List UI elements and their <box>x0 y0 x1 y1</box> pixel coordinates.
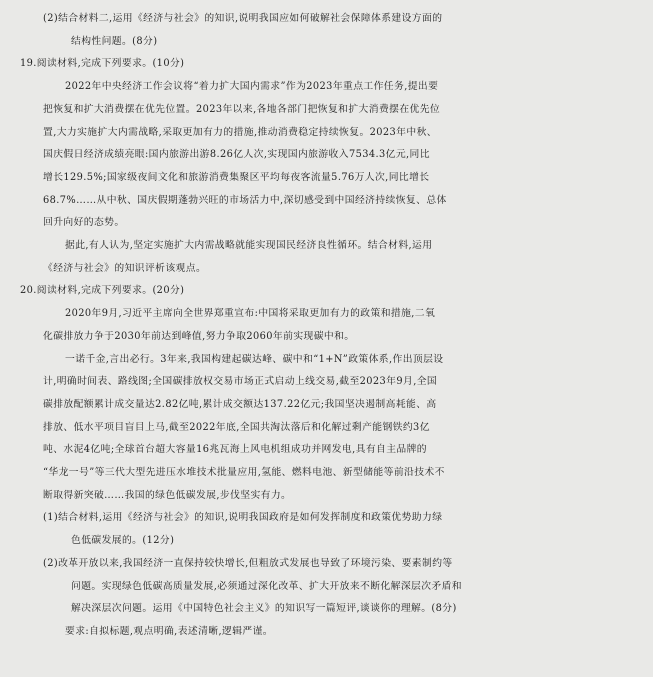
text-line: 吨、水泥4亿吨;全球首台超大容量16兆瓦海上风电机组成功并网发电,具有自主品牌的 <box>43 444 428 456</box>
text-line: 增长129.5%;国家级夜间文化和旅游消费集聚区平均每夜客流量5.76万人次,同比增长 <box>43 171 430 183</box>
text-line: 置,大力实施扩大内需战略,采取更加有力的措施,推动消费稳定持续恢复。2023年中秋、 <box>43 126 437 138</box>
text-line: 回升向好的态势。 <box>43 217 125 229</box>
text-line: 结构性问题。(8分) <box>71 35 158 47</box>
text-line: 碳排放配额累计成交量达2.82亿吨,累计成交额达137.22亿元;我国坚决遏制高耗能、高 <box>43 398 437 410</box>
text-line: 一诺千金,言出必行。3年来,我国构建起碳达峰、碳中和“1+N”政策体系,作出顶层设 <box>65 353 444 365</box>
text-line: “华龙一号”等三代大型先进压水堆技术批量应用,氢能、燃料电池、新型储能等前沿技术不 <box>43 467 445 479</box>
text-line: (1)结合材料,运用《经济与社会》的知识,说明我国政府是如何发挥制度和政策优势助力绿 <box>43 512 443 524</box>
question-heading: 20.阅读材料,完成下列要求。(20分) <box>20 285 185 297</box>
text-line: 问题。实现绿色低碳高质量发展,必须通过深化改革、扩大开放来不断化解深层次矛盾和 <box>71 580 462 592</box>
text-line: 计,明确时间表、路线图;全国碳排放权交易市场正式启动上线交易,截至2023年9月,全国 <box>43 376 438 388</box>
text-line: 据此,有人认为,坚定实施扩大内需战略就能实现国民经济良性循环。结合材料,运用 <box>65 240 433 252</box>
text-line: 断取得新突破……我国的绿色低碳发展,步伐坚实有力。 <box>43 489 292 501</box>
text-line: 色低碳发展的。(12分) <box>71 535 175 547</box>
text-line: 国庆假日经济成绩亮眼:国内旅游出游8.26亿人次,实现国内旅游收入7534.3亿元,同比 <box>43 149 430 161</box>
text-line: 把恢复和扩大消费摆在优先位置。2023年以来,各地各部门把恢复和扩大消费摆在优先位 <box>43 103 441 115</box>
text-line: 解决深层次问题。运用《中国特色社会主义》的知识写一篇短评,谈谈你的理解。(8分) <box>71 603 457 615</box>
text-line: 2022年中央经济工作会议将“着力扩大国内需求”作为2023年重点工作任务,提出要 <box>65 81 439 93</box>
text-line: 2020年9月,习近平主席向全世界郑重宣布:中国将采取更加有力的政策和措施,二氧 <box>65 308 436 320</box>
text-line: 68.7%……从中秋、国庆假期蓬勃兴旺的市场活力中,深切感受到中国经济持续恢复、总体 <box>43 194 447 206</box>
text-line: 要求:自拟标题,观点明确,表述清晰,逻辑严谨。 <box>65 625 273 637</box>
text-line: (2)改革开放以来,我国经济一直保持较快增长,但粗放式发展也导致了环境污染、要素制约等 <box>43 557 453 569</box>
text-line: 《经济与社会》的知识评析该观点。 <box>43 262 207 274</box>
text-line: 化碳排放力争于2030年前达到峰值,努力争取2060年前实现碳中和。 <box>43 330 355 342</box>
text-line: 排放、低水平项目盲目上马,截至2022年底,全国共淘汰落后和化解过剩产能钢铁约3亿 <box>43 421 430 433</box>
text-line: (2)结合材料二,运用《经济与社会》的知识,说明我国应如何破解社会保障体系建设方面的 <box>43 13 443 24</box>
question-heading: 19.阅读材料,完成下列要求。(10分) <box>20 58 185 70</box>
